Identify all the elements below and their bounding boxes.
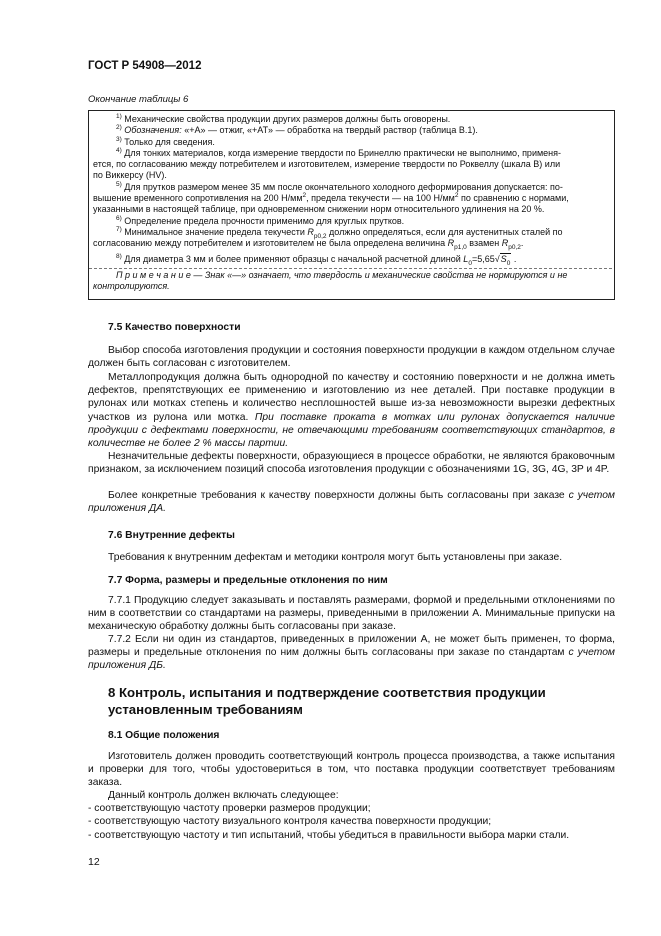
section-8-1-title: 8.1 Общие положения (108, 730, 220, 741)
s75-paragraph-2: Металлопродукция должна быть однородной по качеству и состоянию поверхности и не должна иметь дефектов, препятствующих ее применению и изготовлению из нее деталей. При поставке продукции в рулонах или мотках степень и количество несплошностей выше из-за невозможности вырезки дефектных участков из рулона или мотка. При поставке проката в мотках или рулонах допускается наличие продукции с дефектами поверхности, не отвечающими требованиям соответствующих стандартов, в количестве не более 2 % массы партии. (88, 372, 616, 450)
s81-paragraph-1: Изготовитель должен проводить соответствующий контроль процесса производства, а также испытания и проверки для того, чтобы удостовериться в том, что поставка продукции соответствует требованиям заказа. (88, 751, 615, 789)
note-separator (89, 268, 612, 269)
footnote-2: $^{2)}$ Обозначения: «+A» — отжиг, «+AT» — обработка на твердый раствор (таблица В.1). (116, 124, 478, 136)
list-item: - соответствующую частоту и тип испытаний, чтобы убедиться в правильности выбора марки стали. (88, 829, 570, 841)
doc-code-header: ГОСТ Р 54908—2012 (88, 60, 202, 72)
sqrt-symbol: $√S_0$ (494, 253, 511, 267)
footnote-6: $^{6)}$ Определение предела прочности применимо для круглых прутков. (116, 214, 405, 226)
footnote-5: $^{5)}$ Для прутков размером менее 35 мм после окончательного холодного деформирования допускается: по- вышение временного сопротивления на 200 $Н/мм^2$, предела текучести — на 100 $Н/мм^2$ по сравнению с нормами, указанными в настоящей таблице, при одновременном снижении норм относительного удлинения на 20 %. (93, 180, 569, 215)
table-footnotes-box (88, 110, 615, 300)
footnote-4: $^{4)}$ Для тонких материалов, когда измерение твердости по Бринеллю практически не выполнимо, применя- ется, по согласованию между потребителем и изготовителем, измерение твердости по Роквеллу (шкала В) или по Виккерсу (HV). (93, 146, 562, 181)
page-number: 12 (88, 856, 100, 868)
s81-paragraph-2: Данный контроль должен включать следующее: (108, 790, 339, 801)
footnote-8: $^{8)}$ Для диаметра 3 мм и более применяют образцы с начальной расчетной длиной $L_0=5,65√S_0$ . (116, 252, 517, 267)
section-7-7-title: 7.7 Форма, размеры и предельные отклонения по ним (108, 575, 388, 586)
footnote-1: $^{1)}$ Механические свойства продукции других размеров должны быть оговорены. (116, 113, 451, 124)
section-7-6-title: 7.6 Внутренние дефекты (108, 530, 235, 541)
s75-paragraph-1: Выбор способа изготовления продукции и состояния поверхности продукции в каждом отдельном случае должен быть согласован с изготовителем. (88, 345, 615, 370)
section-8-title: 8 Контроль, испытания и подтверждение соответствия продукции установленным требованиям (108, 685, 546, 717)
list-item: - соответствующую частоту проверки размеров продукции; (88, 803, 371, 815)
section-7-5-title: 7.5 Качество поверхности (108, 322, 241, 333)
table-note: П р и м е ч а н и е — Знак «—» означает, что твердость и механические свойства не нормируются и не контролируются. (93, 269, 568, 291)
s77-paragraph-1: 7.7.1 Продукцию следует заказывать и поставлять размерами, формой и предельными отклонениями по ним в соответствии со стандартами на размеры, приведенными в приложении А. Минимальные припуски на механическую обработку должны быть согласованы при заказе. (88, 595, 615, 633)
s77-paragraph-2: 7.7.2 Если ни один из стандартов, приведенных в приложении А, не может быть применен, то форма, размеры и предельные отклонения по ним должны быть согласованы при заказе по стандартам с учетом приложения ДБ. (88, 634, 615, 672)
footnote-3: $^{3)}$ Только для сведения. (116, 135, 215, 147)
list-item: - соответствующую частоту визуального контроля качества поверхности продукции; (88, 816, 492, 828)
footnote-7: $^{7)}$ Минимальное значение предела текучести $R_{p0,2}$ должно определяться, если для аустенитных сталей по согласованию между потребителем и изготовителем не была определена величина $R_{p1,0}$ взамен $R_{p0,2}$. (93, 225, 563, 252)
s76-paragraph-1: Требования к внутренним дефектам и методики контроля могут быть установлены при заказе. (108, 552, 563, 563)
table-continuation-label: Окончание таблицы 6 (88, 94, 189, 105)
s75-paragraph-4: Более конкретные требования к качеству поверхности должны быть согласованы при заказе с учетом приложения ДА. (88, 490, 615, 515)
s75-paragraph-3: Незначительные дефекты поверхности, образующиеся в процессе обработки, не являются браковочным признаком, за исключением позиций способа изготовления продукции с обозначениями 1G, 3G, 4G, 3P и 4P. (88, 451, 615, 476)
